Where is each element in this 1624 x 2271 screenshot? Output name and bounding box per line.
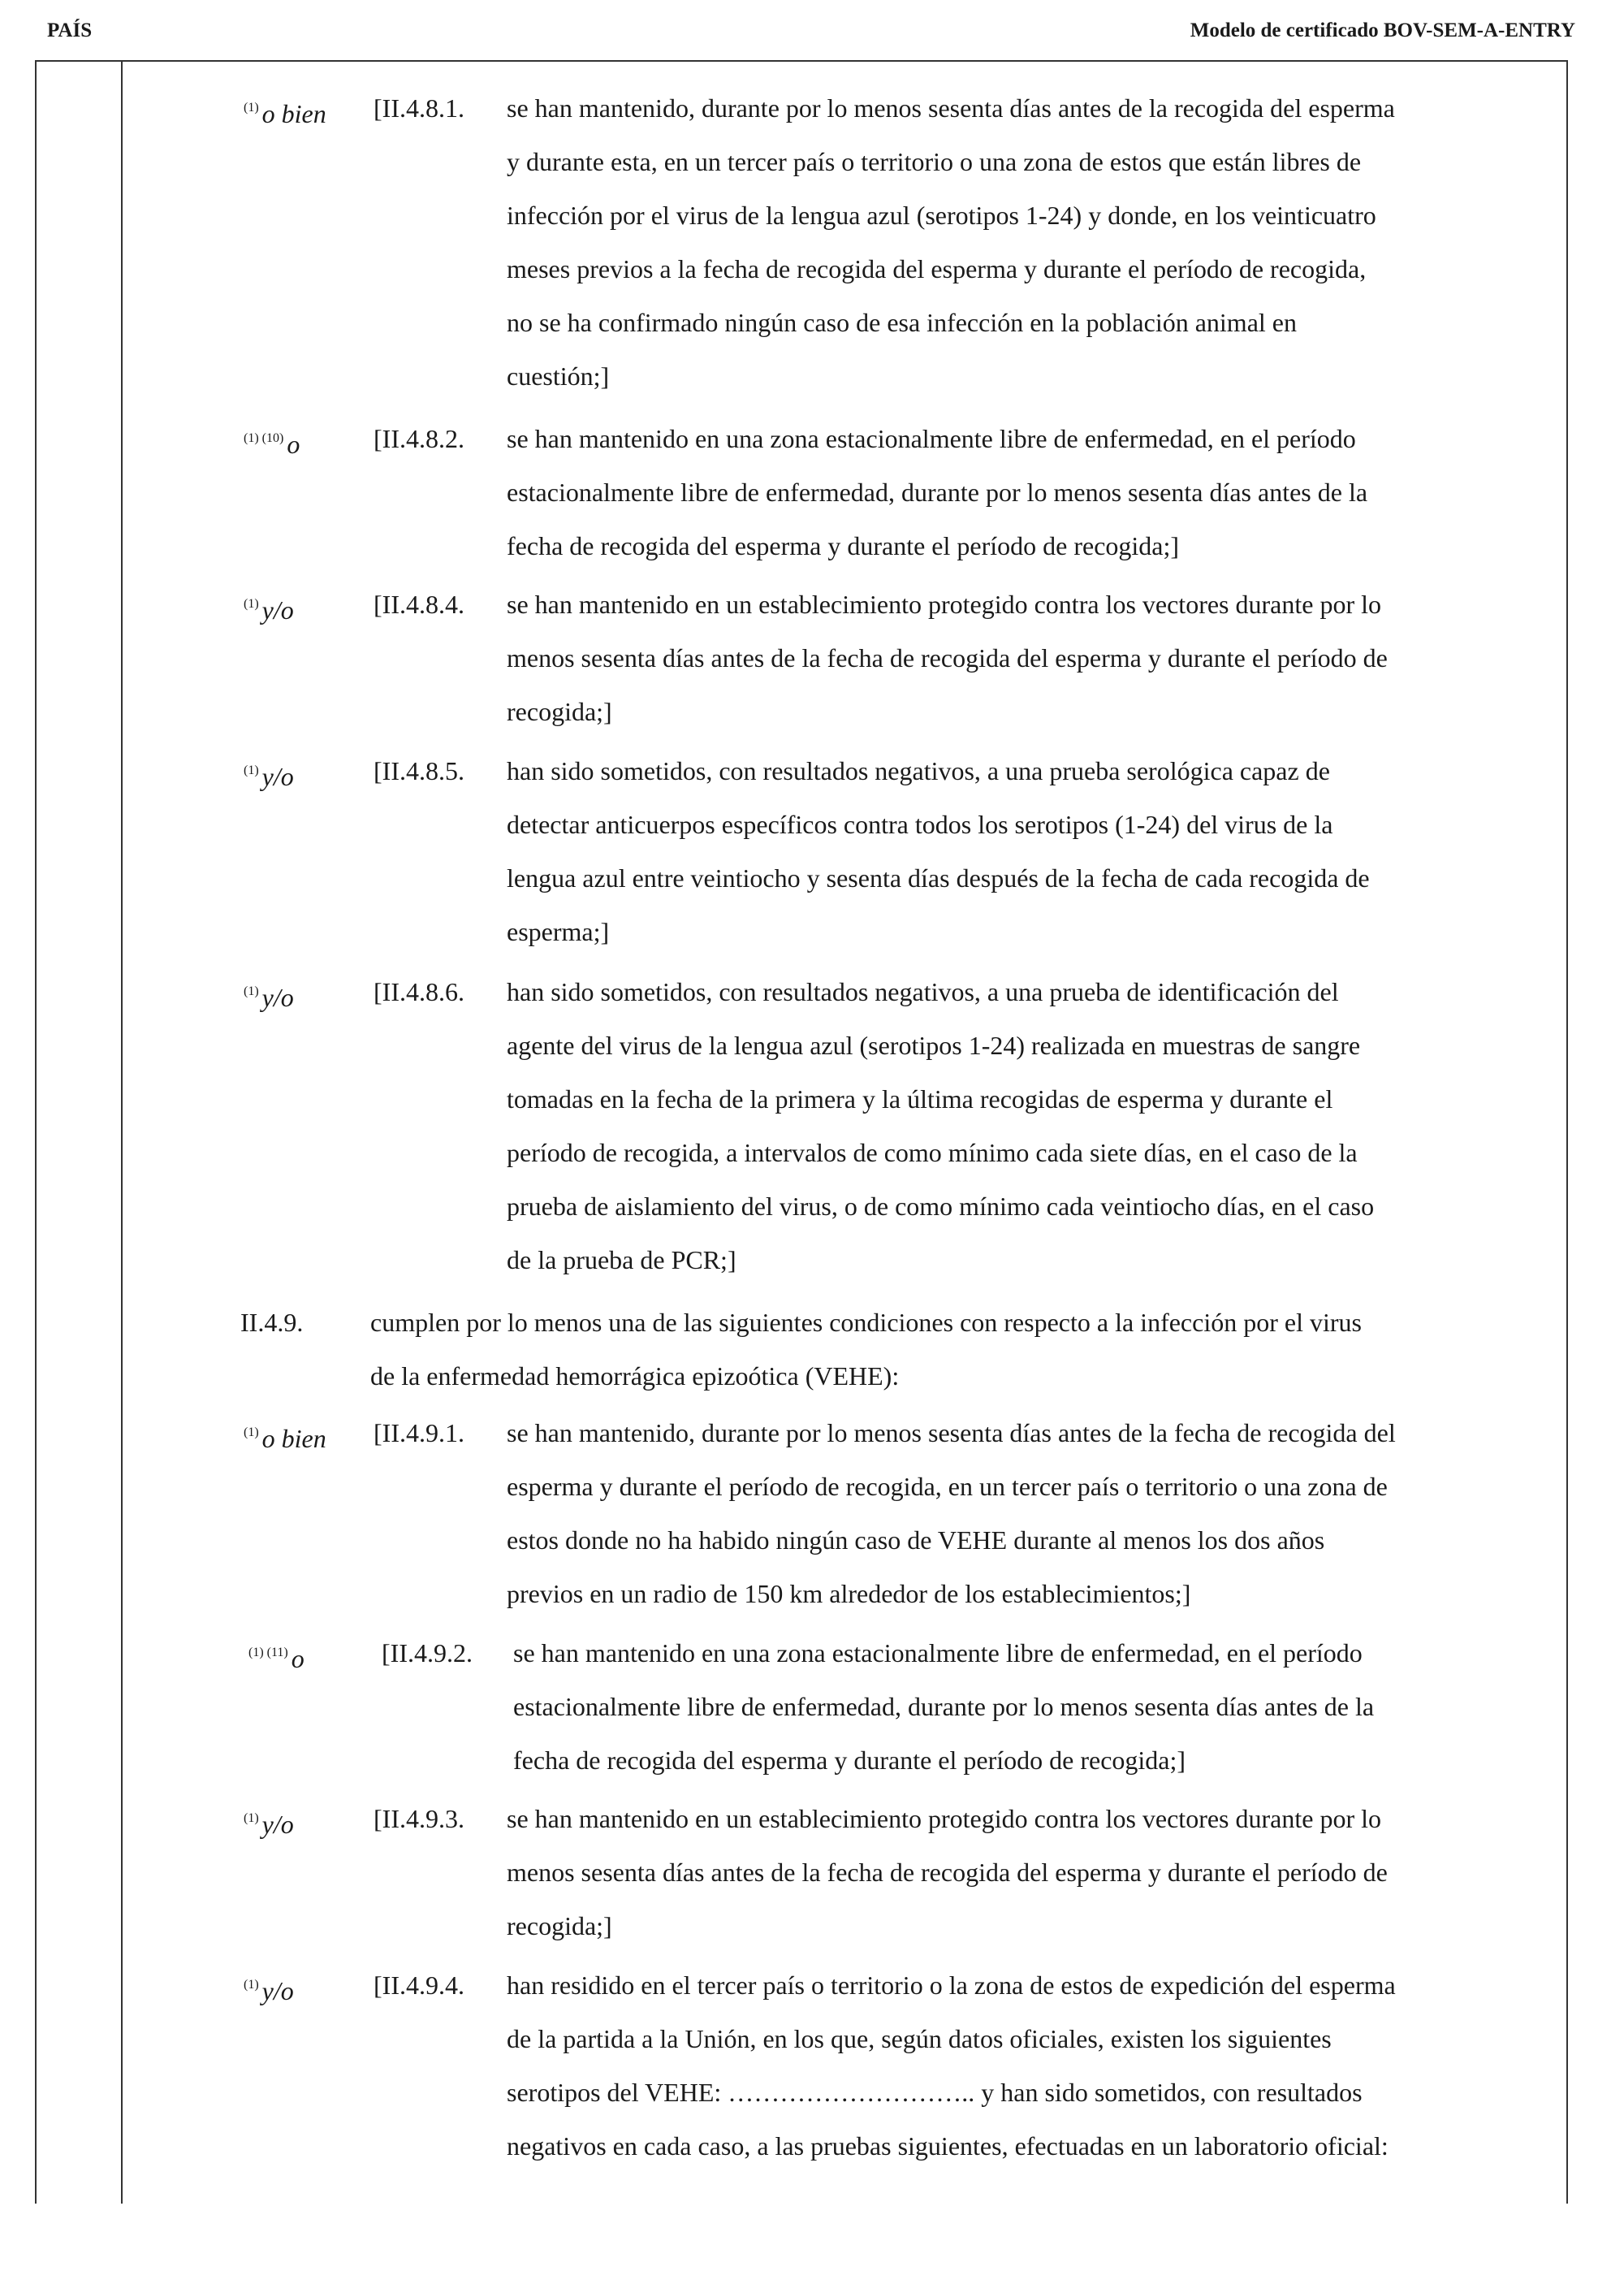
clause-text: se han mantenido en una zona estacionalmente libre de enfermedad, en el período estacionalmente libre de enfermedad, durante por lo menos sesenta días antes de la fecha de recogida del esperma y durante el período de recogida;] xyxy=(507,424,1368,560)
table-top-border xyxy=(35,60,1568,62)
clause-number: [II.4.8.4. xyxy=(374,590,464,619)
clause-prefix: $^{(1)}$ y/o xyxy=(244,1976,294,2005)
clause-text: se han mantenido en un establecimiento protegido contra los vectores durante por lo menos sesenta días antes de la fecha de recogida del esperma y durante el período de recogida;] xyxy=(507,590,1388,726)
clause-number: [II.4.9.3. xyxy=(374,1804,464,1833)
section-text: cumplen por lo menos una de las siguientes condiciones con respecto a la infección por el virus de la enfermedad hemorrágica epizoótica (VEHE): xyxy=(370,1308,1362,1391)
table-right-border xyxy=(1566,60,1568,2204)
clause-number: [II.4.8.5. xyxy=(374,756,464,785)
table-column-divider xyxy=(121,60,123,2204)
section-number: II.4.9. xyxy=(240,1308,304,1337)
clause-prefix: $^{(1)}$ y/o xyxy=(244,1810,294,1839)
clause-text: han sido sometidos, con resultados negativos, a una prueba de identificación del agente del virus de la lengua azul (serotipos 1-24) realizada en muestras de sangre tomadas en la fecha de la primera y la última recogidas de esperma y durante el período de recogida, a intervalos de como mínimo cada siete días, en el caso de la prueba de aislamiento del virus, o de como mínimo cada veintiocho días, en el caso de la prueba de PCR;] xyxy=(507,977,1375,1274)
clause-text: se han mantenido en una zona estacionalmente libre de enfermedad, en el período estacionalmente libre de enfermedad, durante por lo menos sesenta días antes de la fecha de recogida del esperma y durante el período de recogida;] xyxy=(513,1638,1375,1775)
clause-number: [II.4.8.2. xyxy=(374,424,464,453)
clause-text: han residido en el tercer país o territorio o la zona de estos de expedición del esperma de la partida a la Unión, en los que, según datos oficiales, existen los siguientes serotipos del VEHE: ……………………….. y han sido sometidos, con resultados negativos en cada caso, a las pruebas siguientes, efectuadas en un laboratorio oficial: xyxy=(507,1970,1396,2161)
clause-prefix: $^{(1)}$ y/o xyxy=(244,595,294,625)
clause-prefix: $^{(1)}$ o bien xyxy=(244,1424,326,1453)
clause-prefix: $^{(1) (11)}$ o xyxy=(248,1644,304,1673)
clause-prefix: $^{(1)}$ o bien xyxy=(244,99,326,128)
clause-number: [II.4.9.2. xyxy=(382,1638,473,1668)
clause-number: [II.4.8.1. xyxy=(374,93,464,123)
table-left-border xyxy=(35,60,37,2204)
clause-number: [II.4.9.1. xyxy=(374,1418,464,1447)
clause-text: se han mantenido, durante por lo menos sesenta días antes de la fecha de recogida del esperma y durante el período de recogida, en un tercer país o territorio o una zona de estos donde no ha habido ningún caso de VEHE durante al menos los dos años previos en un radio de 150 km alrededor de los establecimientos;] xyxy=(507,1418,1396,1608)
header-certificate-model: Modelo de certificado BOV-SEM-A-ENTRY xyxy=(1190,19,1575,41)
clause-number: [II.4.9.4. xyxy=(374,1970,464,2000)
clause-text: se han mantenido, durante por lo menos sesenta días antes de la recogida del esperma y durante esta, en un tercer país o territorio o una zona de estos que están libres de infección por el virus de la lengua azul (serotipos 1-24) y donde, en los veinticuatro meses previos a la fecha de recogida del esperma y durante el período de recogida, no se ha confirmado ningún caso de esa infección en la población animal en cuestión;] xyxy=(507,93,1395,391)
clause-prefix: $^{(1)}$ y/o xyxy=(244,762,294,791)
clause-number: [II.4.8.6. xyxy=(374,977,464,1006)
clause-prefix: $^{(1) (10)}$ o xyxy=(244,430,300,459)
clause-text: se han mantenido en un establecimiento protegido contra los vectores durante por lo menos sesenta días antes de la fecha de recogida del esperma y durante el período de recogida;] xyxy=(507,1804,1388,1940)
clause-text: han sido sometidos, con resultados negativos, a una prueba serológica capaz de detectar anticuerpos específicos contra todos los serotipos (1-24) del virus de la lengua azul entre veintiocho y sesenta días después de la fecha de cada recogida de esperma;] xyxy=(507,756,1370,946)
header-country: PAÍS xyxy=(47,19,93,41)
clause-prefix: $^{(1)}$ y/o xyxy=(244,983,294,1012)
